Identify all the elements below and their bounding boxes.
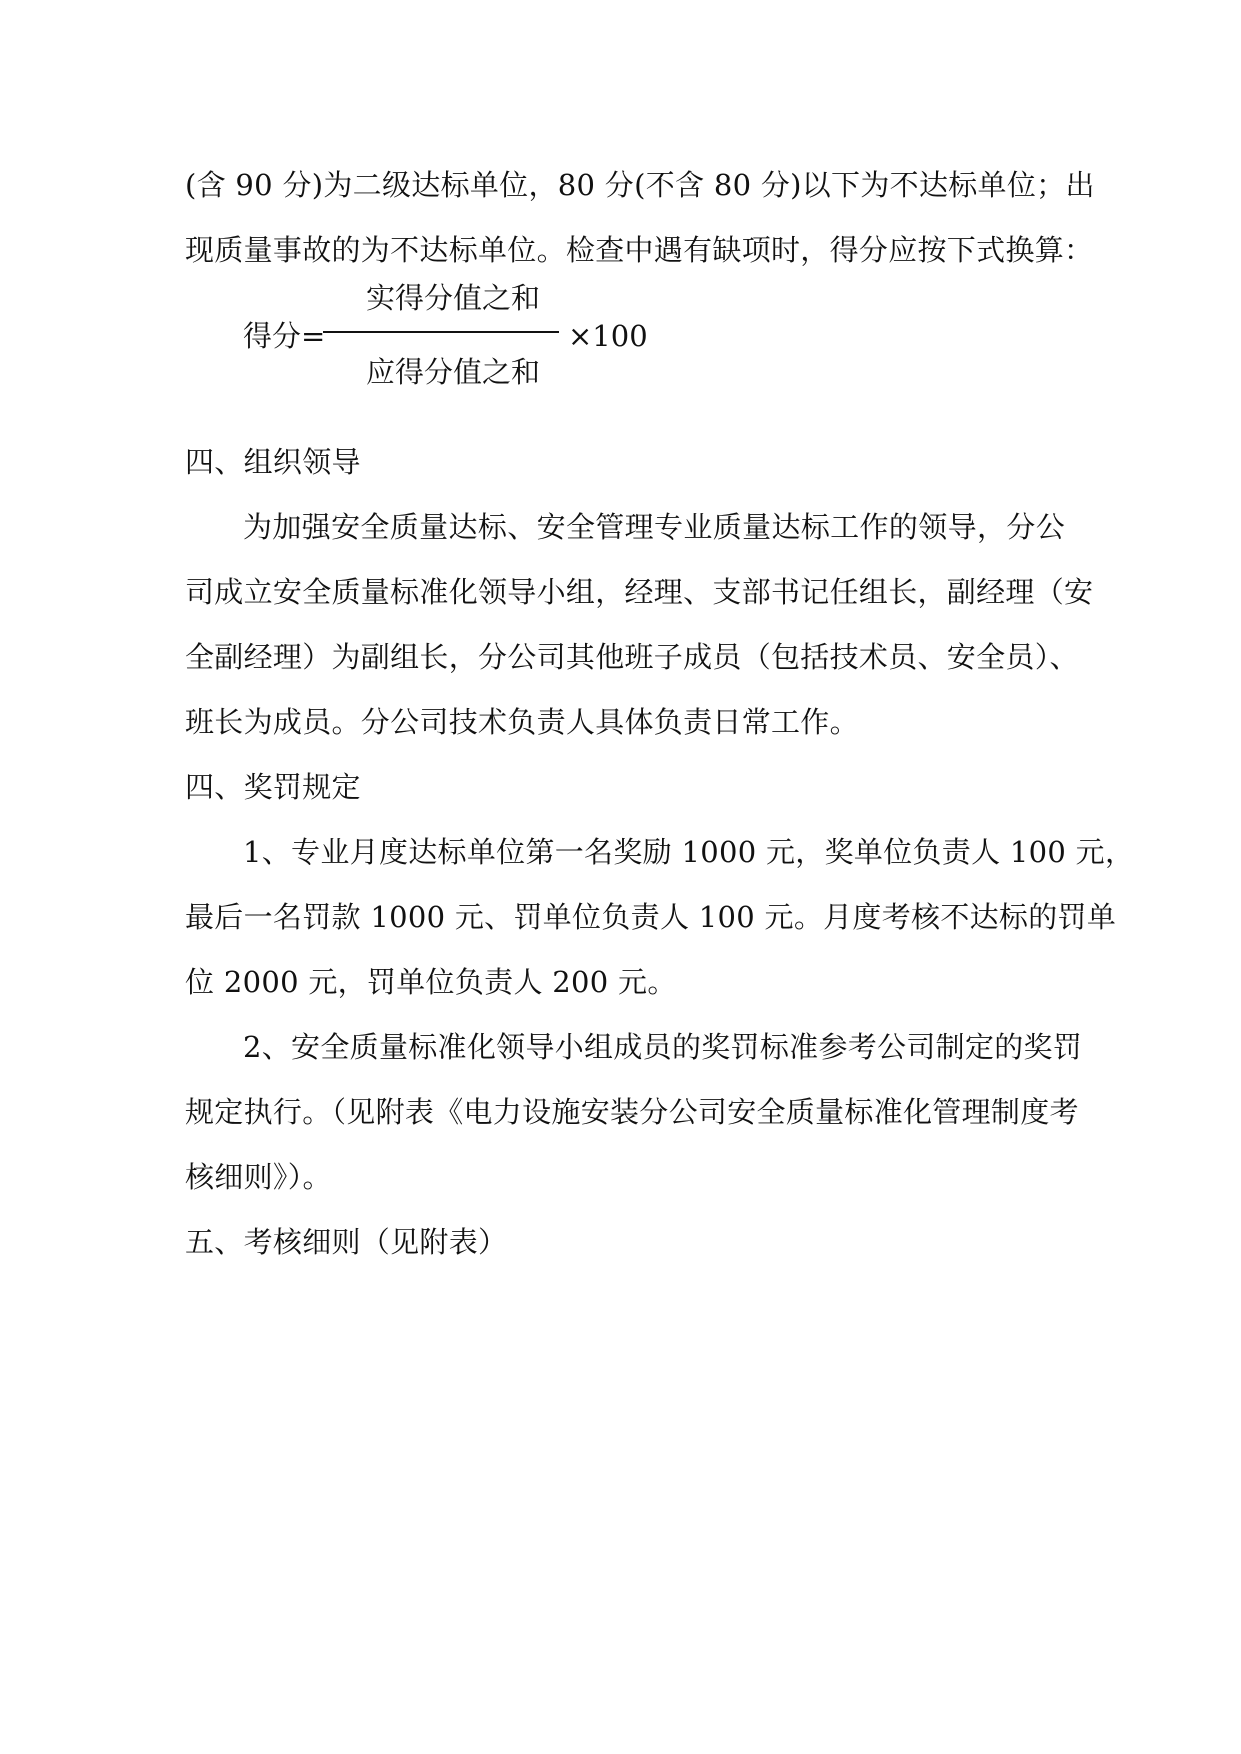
score-formula	[243, 278, 663, 398]
section-org-line-1: 为加强安全质量达标、安全管理专业质量达标工作的领导，分公	[243, 510, 1065, 544]
section-reward-heading: 四、奖罚规定	[185, 770, 361, 804]
section-org-heading: 四、组织领导	[185, 445, 361, 479]
reward-item2-line-3: 核细则》）。	[185, 1160, 332, 1194]
formula-numerator: 实得分值之和	[365, 281, 540, 315]
reward-item1-line-3: 位 2000 元，罚单位负责人 200 元。	[185, 965, 677, 999]
section-org-line-3: 全副经理）为副组长，分公司其他班子成员（包括技术员、安全员）、	[185, 640, 1079, 674]
formula-denominator: 应得分值之和	[365, 355, 540, 389]
section-detail-heading: 五、考核细则（见附表）	[185, 1225, 508, 1259]
paragraph-cont-line-2: 现质量事故的为不达标单位。检查中遇有缺项时，得分应按下式换算：	[185, 233, 1094, 267]
formula-label: 得分=	[243, 319, 326, 353]
reward-item2-line-2: 规定执行。（见附表《电力设施安装分公司安全质量标准化管理制度考	[185, 1095, 1079, 1129]
paragraph-cont-line-1: (含 90 分)为二级达标单位，80 分(不含 80 分)以下为不达标单位；出	[185, 168, 1095, 202]
reward-item1-line-2: 最后一名罚款 1000 元、罚单位负责人 100 元。月度考核不达标的罚单	[185, 900, 1117, 934]
reward-item1-line-1: 1、专业月度达标单位第一名奖励 1000 元，奖单位负责人 100 元，	[243, 835, 1135, 869]
formula-fraction-bar	[323, 331, 559, 333]
formula-multiplier: ×100	[568, 319, 648, 353]
section-org-line-2: 司成立安全质量标准化领导小组，经理、支部书记任组长，副经理（安	[185, 575, 1094, 609]
section-org-line-4: 班长为成员。分公司技术负责人具体负责日常工作。	[185, 705, 859, 739]
reward-item2-line-1: 2、安全质量标准化领导小组成员的奖罚标准参考公司制定的奖罚	[243, 1030, 1083, 1064]
